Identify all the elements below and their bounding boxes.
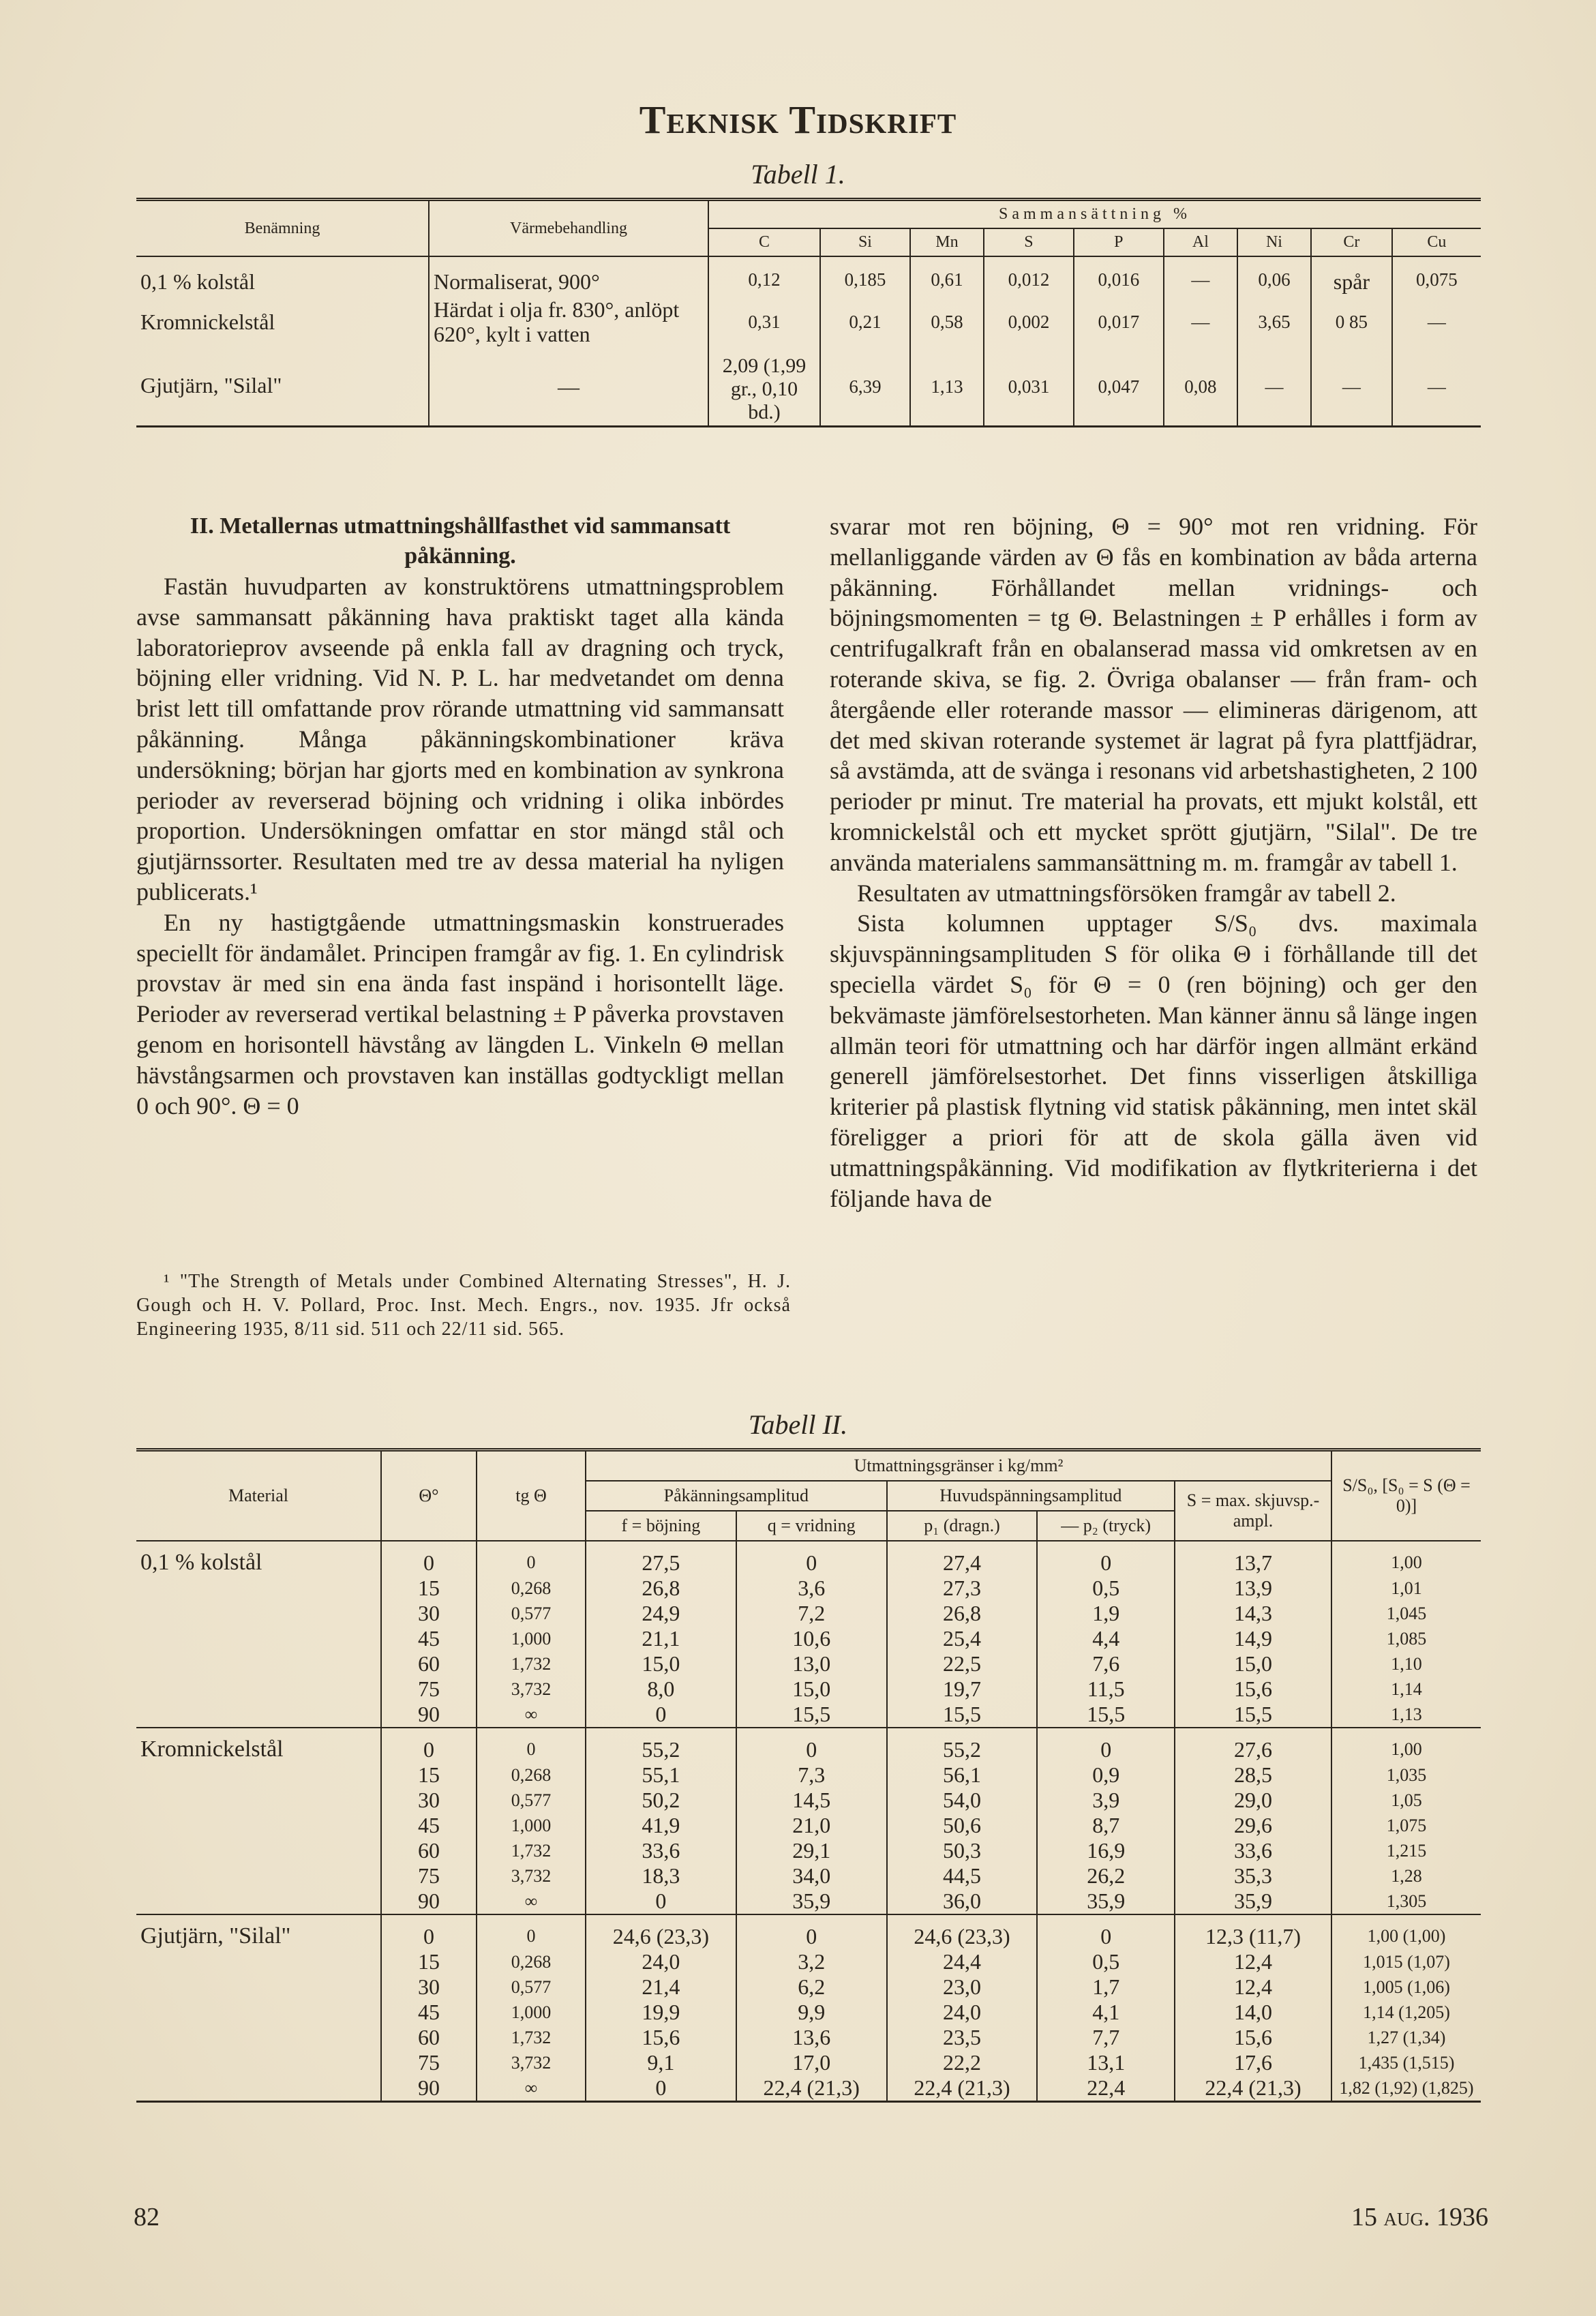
t2-header-p2: — p₂ (tryck) [1037, 1511, 1175, 1541]
t1-name: 0,1 % kolstål [140, 269, 255, 294]
t2-cell: 90 [381, 1889, 477, 1914]
t2-body [136, 1541, 1481, 2102]
t2-header-ratio: S/S₀, [S₀ = S (Θ = 0)] [1331, 1450, 1481, 1542]
t2-cell: 25,4 [887, 1626, 1038, 1651]
t2-cell: 23,5 [887, 2025, 1038, 2050]
t2-cell: 13,9 [1175, 1576, 1331, 1601]
t2-material [136, 2025, 381, 2050]
t2-header-stress-amp: Påkänningsamplitud [586, 1481, 887, 1511]
t2-header-q: q = vridning [736, 1511, 887, 1541]
t2-cell: 0,5 [1037, 1949, 1175, 1974]
t2-cell: 22,2 [887, 2050, 1038, 2075]
t1-cell: 0 85 [1311, 296, 1392, 348]
t2-cell: 18,3 [586, 1863, 736, 1889]
t2-cell: 55,2 [586, 1728, 736, 1762]
t2-cell: 90 [381, 2075, 477, 2102]
t2-row [136, 1576, 1481, 1601]
t1-el: Cu [1392, 228, 1481, 256]
t2-cell: 1,14 [1331, 1676, 1481, 1702]
t2-cell: 0,9 [1037, 1762, 1175, 1788]
t2-cell: 1,732 [477, 1838, 586, 1863]
t2-cell: 15,0 [586, 1651, 736, 1676]
t2-cell: 36,0 [887, 1889, 1038, 1914]
t2-material [136, 1702, 381, 1728]
t1-name: Gjutjärn, "Silal" [140, 372, 282, 397]
t2-header-theta: Θ° [381, 1450, 477, 1542]
t1-el: S [984, 228, 1074, 256]
t2-row [136, 2075, 1481, 2102]
t2-cell: 1,00 [1331, 1728, 1481, 1762]
t2-cell: 0 [586, 1702, 736, 1728]
t2-row [136, 1728, 1481, 1762]
t2-cell: 10,6 [736, 1626, 887, 1651]
t1-el: Ni [1237, 228, 1311, 256]
t2-cell: 35,9 [736, 1889, 887, 1914]
t1-row [136, 348, 1481, 427]
t2-cell: 1,00 (1,00) [1331, 1914, 1481, 1949]
t2-cell: 0 [477, 1914, 586, 1949]
t1-el: Cr [1311, 228, 1392, 256]
t2-cell: 1,27 (1,34) [1331, 2025, 1481, 2050]
t2-cell: 75 [381, 2050, 477, 2075]
t2-row [136, 1601, 1481, 1626]
t1-el: Al [1164, 228, 1237, 256]
t1-cell: — [1237, 348, 1311, 427]
t2-cell: 13,7 [1175, 1541, 1331, 1576]
table1 [136, 198, 1481, 427]
t2-cell: 60 [381, 1838, 477, 1863]
t2-cell: 22,4 (21,3) [1175, 2075, 1331, 2102]
t2-material [136, 1788, 381, 1813]
t2-header-limits: Utmattningsgränser i kg/mm² [586, 1450, 1331, 1482]
t2-cell: 41,9 [586, 1813, 736, 1838]
t1-el: Mn [910, 228, 984, 256]
t2-material [136, 2075, 381, 2102]
t2-cell: 1,14 (1,205) [1331, 2000, 1481, 2025]
t2-header-material: Material [136, 1450, 381, 1542]
t2-cell: 3,6 [736, 1576, 887, 1601]
t1-el: Si [820, 228, 910, 256]
t2-cell: 3,9 [1037, 1788, 1175, 1813]
t2-cell: 7,3 [736, 1762, 887, 1788]
t2-cell: 45 [381, 1626, 477, 1651]
t2-cell: 4,1 [1037, 2000, 1175, 2025]
t2-cell: 0,577 [477, 1788, 586, 1813]
t2-cell: 45 [381, 2000, 477, 2025]
t2-row [136, 1889, 1481, 1914]
t2-cell: 0 [1037, 1914, 1175, 1949]
t1-cell: 0,12 [708, 256, 820, 296]
t2-cell: 26,2 [1037, 1863, 1175, 1889]
t2-cell: 19,7 [887, 1676, 1038, 1702]
footnote-text: ¹ "The Strength of Metals under Combined Alternating Stresses", H. J. Gough och H. V. Pollard, Proc. Inst. Mech. Engrs., nov. 1935. Jfr också Engineering 1935, 8/11 sid. 511 och 22/11 sid. 565. [136, 1271, 791, 1340]
t2-cell: 14,3 [1175, 1601, 1331, 1626]
t2-cell: 1,045 [1331, 1601, 1481, 1626]
t1-cell: 0,002 [984, 296, 1074, 348]
t2-cell: 3,732 [477, 2050, 586, 2075]
t2-row [136, 1702, 1481, 1728]
t1-name: Kromnickelstål [140, 309, 275, 334]
t2-cell: 0,577 [477, 1974, 586, 2000]
t2-cell: 29,6 [1175, 1813, 1331, 1838]
t1-treatment: — [429, 348, 708, 427]
t2-cell: 13,1 [1037, 2050, 1175, 2075]
t2-cell: 15,6 [586, 2025, 736, 2050]
t2-material [136, 1576, 381, 1601]
t2-cell: 1,085 [1331, 1626, 1481, 1651]
t2-cell: 4,4 [1037, 1626, 1175, 1651]
t2-cell: 1,05 [1331, 1788, 1481, 1813]
t2-cell: 45 [381, 1813, 477, 1838]
t2-cell: 35,3 [1175, 1863, 1331, 1889]
t2-cell: 16,9 [1037, 1838, 1175, 1863]
t2-cell: 0 [586, 2075, 736, 2102]
t2-cell: 26,8 [586, 1576, 736, 1601]
t2-cell: 35,9 [1175, 1889, 1331, 1914]
t2-cell: 1,005 (1,06) [1331, 1974, 1481, 2000]
t2-cell: ∞ [477, 1889, 586, 1914]
t2-row [136, 1626, 1481, 1651]
t2-cell: 1,13 [1331, 1702, 1481, 1728]
t2-cell: 22,4 (21,3) [887, 2075, 1038, 2102]
t2-cell: 3,2 [736, 1949, 887, 1974]
t1-cell: — [1164, 256, 1237, 296]
t2-cell: 1,000 [477, 1626, 586, 1651]
t2-cell: 13,6 [736, 2025, 887, 2050]
t1-cell: spår [1311, 256, 1392, 296]
table2-caption: Tabell II. [748, 1409, 848, 1440]
t2-cell: 24,6 (23,3) [887, 1914, 1038, 1949]
t1-header-group: Sammansättning % [708, 200, 1481, 229]
t1-cell: 0,012 [984, 256, 1074, 296]
t2-cell: 22,4 [1037, 2075, 1175, 2102]
t2-row [136, 1541, 1481, 1576]
t1-cell: 6,39 [820, 348, 910, 427]
t1-cell: 0,016 [1074, 256, 1164, 296]
t2-header-tg: tg Θ [477, 1450, 586, 1542]
section-heading: II. Metallernas utmattningshållfasthet vid sammansatt påkänning. [190, 513, 731, 569]
t2-cell: 0 [477, 1728, 586, 1762]
t2-cell: 29,1 [736, 1838, 887, 1863]
t2-cell: 33,6 [586, 1838, 736, 1863]
t2-cell: 50,3 [887, 1838, 1038, 1863]
t2-material: Gjutjärn, "Silal" [136, 1914, 381, 1949]
t2-cell: 34,0 [736, 1863, 887, 1889]
t2-cell: 0,268 [477, 1949, 586, 1974]
t1-cell: 0,58 [910, 296, 984, 348]
t1-cell: — [1392, 296, 1481, 348]
t2-cell: 9,1 [586, 2050, 736, 2075]
t2-cell: 90 [381, 1702, 477, 1728]
t1-cell: 0,08 [1164, 348, 1237, 427]
t2-cell: 33,6 [1175, 1838, 1331, 1863]
t2-cell: 11,5 [1037, 1676, 1175, 1702]
t1-row [136, 296, 1481, 348]
t2-cell: 27,5 [586, 1541, 736, 1576]
t2-cell: 0 [736, 1541, 887, 1576]
t2-cell: 1,075 [1331, 1813, 1481, 1838]
t2-cell: 27,6 [1175, 1728, 1331, 1762]
t2-cell: 8,0 [586, 1676, 736, 1702]
t2-cell: 35,9 [1037, 1889, 1175, 1914]
t1-cell: 2,09 (1,99 gr., 0,10 bd.) [708, 348, 820, 427]
paragraph: Resultaten av utmattningsförsöken framgår av tabell 2. [857, 879, 1396, 907]
t2-cell: 1,305 [1331, 1889, 1481, 1914]
t2-cell: 24,0 [887, 2000, 1038, 2025]
t2-cell: 24,0 [586, 1949, 736, 1974]
t2-cell: 15,5 [1037, 1702, 1175, 1728]
t2-material [136, 2050, 381, 2075]
t2-cell: 9,9 [736, 2000, 887, 2025]
t2-cell: 8,7 [1037, 1813, 1175, 1838]
t2-cell: 1,01 [1331, 1576, 1481, 1601]
t2-cell: 19,9 [586, 2000, 736, 2025]
t1-row [136, 256, 1481, 296]
t2-cell: 1,10 [1331, 1651, 1481, 1676]
t2-cell: 0 [1037, 1541, 1175, 1576]
t1-cell: — [1164, 296, 1237, 348]
t2-material [136, 1601, 381, 1626]
t2-row [136, 1813, 1481, 1838]
t2-cell: 17,6 [1175, 2050, 1331, 2075]
t1-cell: — [1392, 348, 1481, 427]
t2-cell: 1,82 (1,92) (1,825) [1331, 2075, 1481, 2102]
t1-cell: 0,075 [1392, 256, 1481, 296]
t2-cell: 15,6 [1175, 2025, 1331, 2050]
paragraph: Sista kolumnen upptager S/S₀ dvs. maximala skjuvspänningsamplituden S för olika Θ i förhållande till det speciella värdet S₀ för Θ = 0 (ren böjning) och ger den bekvämaste jämförelsestorheten. Man känner ännu så länge ingen allmän teori för utmattning och har därför ingen allmänt erkänd generell jämförelsestorhet. Det finns visserligen åtskilliga kriterier på plastisk flytning vid statisk påkänning, men intet skäl föreligger a priori för att de skola gälla även vid utmattningspåkänning. Vid modifikation av flytkriterierna i det följande hava de [830, 909, 1477, 1212]
t2-cell: 15 [381, 1576, 477, 1601]
t2-material [136, 1949, 381, 1974]
t2-cell: 22,4 (21,3) [736, 2075, 887, 2102]
t2-cell: 55,2 [887, 1728, 1038, 1762]
t2-cell: 21,4 [586, 1974, 736, 2000]
paragraph: Fastän huvudparten av konstruktörens utmattningsproblem avse sammansatt påkänning hava praktiskt taget alla kända laboratorieprov avseende på enkla fall av dragning och tryck, böjning eller vridning. Vid N. P. L. har medvetandet om denna brist lett till omfattande prov rörande utmattning vid sammansatt påkänning. Många påkänningskombinationer kräva undersökning; början har gjorts med en kombination av synkrona perioder av reverserad böjning och vridning i olika inbördes proportion. Undersökningen omfattar en stor mängd stål och gjutjärnssorter. Resultaten med tre av dessa material ha nyligen publicerats.¹ [136, 573, 784, 905]
t2-cell: 15 [381, 1949, 477, 1974]
right-column [830, 511, 1477, 1214]
t2-cell: 15,5 [887, 1702, 1038, 1728]
t2-cell: 3,732 [477, 1676, 586, 1702]
t2-row [136, 1788, 1481, 1813]
t2-row [136, 1863, 1481, 1889]
t2-cell: 29,0 [1175, 1788, 1331, 1813]
t2-cell: 30 [381, 1974, 477, 2000]
t2-header-principal: Huvudspänningsamplitud [887, 1481, 1175, 1511]
t2-cell: 0,268 [477, 1762, 586, 1788]
t2-cell: 75 [381, 1676, 477, 1702]
t2-header-smax: S = max. skjuvsp.-ampl. [1175, 1481, 1331, 1541]
t1-header-treatment: Värmebehandling [429, 200, 708, 257]
t2-cell: 3,732 [477, 1863, 586, 1889]
t1-treatment: Normaliserat, 900° [429, 256, 708, 296]
t2-cell: 60 [381, 2025, 477, 2050]
t2-cell: 15,0 [736, 1676, 887, 1702]
t2-cell: 12,3 (11,7) [1175, 1914, 1331, 1949]
left-column [136, 511, 784, 1121]
t2-cell: 24,9 [586, 1601, 736, 1626]
t2-cell: 7,6 [1037, 1651, 1175, 1676]
t2-material [136, 1863, 381, 1889]
t2-cell: 0 [477, 1541, 586, 1576]
t2-cell: 28,5 [1175, 1762, 1331, 1788]
t2-cell: 1,000 [477, 2000, 586, 2025]
t1-cell: 0,21 [820, 296, 910, 348]
t1-cell: 1,13 [910, 348, 984, 427]
t2-row [136, 1651, 1481, 1676]
t2-cell: 17,0 [736, 2050, 887, 2075]
t2-header-f: f = böjning [586, 1511, 736, 1541]
t2-cell: 0 [381, 1541, 477, 1576]
t2-cell: 55,1 [586, 1762, 736, 1788]
t2-cell: 1,215 [1331, 1838, 1481, 1863]
t2-cell: 75 [381, 1863, 477, 1889]
t2-cell: 7,2 [736, 1601, 887, 1626]
t2-cell: 12,4 [1175, 1949, 1331, 1974]
t2-material [136, 2000, 381, 2025]
t2-cell: 50,2 [586, 1788, 736, 1813]
t2-cell: 12,4 [1175, 1974, 1331, 2000]
t2-row [136, 1676, 1481, 1702]
t2-cell: 13,0 [736, 1651, 887, 1676]
t1-cell: 3,65 [1237, 296, 1311, 348]
t2-cell: 1,9 [1037, 1601, 1175, 1626]
t2-cell: 0,5 [1037, 1576, 1175, 1601]
t2-material [136, 1762, 381, 1788]
t2-cell: 1,28 [1331, 1863, 1481, 1889]
t2-cell: 14,5 [736, 1788, 887, 1813]
t1-cell: 0,61 [910, 256, 984, 296]
t2-cell: 24,6 (23,3) [586, 1914, 736, 1949]
t2-cell: 0,268 [477, 1576, 586, 1601]
t2-material: 0,1 % kolstål [140, 1550, 262, 1575]
t2-row [136, 1974, 1481, 2000]
paragraph: En ny hastigtgående utmattningsmaskin konstruerades speciellt för ändamålet. Principen framgår av fig. 1. En cylindrisk provstav är med sin ena ända fast inspänd i horisontellt läge. Perioder av reverserad vertikal belastning ± P påverka provstaven genom en horisontell hävstång av längden L. Vinkeln Θ mellan hävstångsarmen och provstaven kan inställas godtyckligt mellan 0 och 90°. Θ = 0 [136, 908, 784, 1119]
t1-cell: 0,047 [1074, 348, 1164, 427]
t1-cell: — [1311, 348, 1392, 427]
t2-cell: 1,015 (1,07) [1331, 1949, 1481, 1974]
t2-material [136, 1676, 381, 1702]
t2-cell: 15,0 [1175, 1651, 1331, 1676]
t2-row [136, 2050, 1481, 2075]
t1-cell: 0,031 [984, 348, 1074, 427]
t2-cell: 0 [1037, 1728, 1175, 1762]
t2-row [136, 1762, 1481, 1788]
t2-cell: 50,6 [887, 1813, 1038, 1838]
t2-cell: 14,0 [1175, 2000, 1331, 2025]
issue-date: 15 aug. 1936 [1351, 2203, 1488, 2231]
t2-cell: 44,5 [887, 1863, 1038, 1889]
t1-header-name: Benämning [136, 200, 429, 257]
t2-cell: 24,4 [887, 1949, 1038, 1974]
t2-row [136, 1949, 1481, 1974]
t2-cell: 7,7 [1037, 2025, 1175, 2050]
t2-cell: 15,6 [1175, 1676, 1331, 1702]
t2-material [136, 1838, 381, 1863]
t2-material [136, 1974, 381, 2000]
t2-material [136, 1651, 381, 1676]
t2-row [136, 2025, 1481, 2050]
t2-row [136, 1914, 1481, 1949]
t2-cell: 27,3 [887, 1576, 1038, 1601]
t2-cell: 60 [381, 1651, 477, 1676]
t1-cell: 0,185 [820, 256, 910, 296]
t2-cell: 21,0 [736, 1813, 887, 1838]
t2-cell: ∞ [477, 1702, 586, 1728]
t2-cell: 1,435 (1,515) [1331, 2050, 1481, 2075]
t1-el: P [1074, 228, 1164, 256]
t1-el: C [708, 228, 820, 256]
t2-cell: 1,000 [477, 1813, 586, 1838]
t2-cell: 0 [381, 1914, 477, 1949]
t2-cell: 54,0 [887, 1788, 1038, 1813]
table2 [136, 1448, 1481, 2103]
t2-cell: 27,4 [887, 1541, 1038, 1576]
t2-cell: 15 [381, 1762, 477, 1788]
page-number: 82 [134, 2203, 160, 2231]
t2-cell: 1,732 [477, 1651, 586, 1676]
t2-cell: 0 [381, 1728, 477, 1762]
t2-material [136, 1889, 381, 1914]
t2-cell: 21,1 [586, 1626, 736, 1651]
t2-cell: 22,5 [887, 1651, 1038, 1676]
paragraph: svarar mot ren böjning, Θ = 90° mot ren vridning. För mellanliggande värden av Θ fås en kombination av båda arterna påkänning. Förhållandet mellan vridnings- och böjningsmomenten = tg Θ. Belastningen ± P erhålles i form av centrifugalkraft från en obalanserad massa vid omkretsen av en roterande skiva, se fig. 2. Övriga obalanser — från fram- och återgående eller roterande massor — elimineras därigenom, att det med skivan roterande systemet är lagrat på fyra plattfjädrar, så avstämda, att de svänga i resonans vid arbetshastigheten, 2 100 perioder pr minut. Tre material ha provats, ett mjukt kolstål, ett kromnickelstål och ett mycket sprött gjutjärn, "Silal". De tre använda materialens sammansättning m. m. framgår av tabell 1. [830, 513, 1477, 876]
t2-cell: 0 [736, 1728, 887, 1762]
t2-cell: 30 [381, 1601, 477, 1626]
t2-cell: 0 [736, 1914, 887, 1949]
t2-material [136, 1813, 381, 1838]
t2-cell: 56,1 [887, 1762, 1038, 1788]
footnote [136, 1269, 791, 1341]
t1-cell: 0,017 [1074, 296, 1164, 348]
t2-cell: 0,577 [477, 1601, 586, 1626]
t2-cell: 15,5 [1175, 1702, 1331, 1728]
t2-cell: 1,035 [1331, 1762, 1481, 1788]
t2-row [136, 2000, 1481, 2025]
t2-cell: 6,2 [736, 1974, 887, 2000]
t2-cell: 1,7 [1037, 1974, 1175, 2000]
t2-material: Kromnickelstål [136, 1728, 381, 1762]
t1-cell: 0,06 [1237, 256, 1311, 296]
table1-caption: Tabell 1. [751, 159, 845, 190]
t2-row [136, 1838, 1481, 1863]
t2-cell: 14,9 [1175, 1626, 1331, 1651]
t2-cell: 30 [381, 1788, 477, 1813]
t1-cell: 0,31 [708, 296, 820, 348]
masthead: Teknisk Tidskrift [639, 97, 957, 142]
t2-cell: 1,00 [1331, 1541, 1481, 1576]
t2-cell: 26,8 [887, 1601, 1038, 1626]
t2-cell: 23,0 [887, 1974, 1038, 2000]
t1-treatment: Härdat i olja fr. 830°, anlöpt 620°, kylt i vatten [429, 296, 708, 348]
t2-cell: ∞ [477, 2075, 586, 2102]
t2-cell: 1,732 [477, 2025, 586, 2050]
t2-material [136, 1626, 381, 1651]
t2-header-p1: p₁ (dragn.) [887, 1511, 1038, 1541]
t2-cell: 0 [586, 1889, 736, 1914]
t2-cell: 15,5 [736, 1702, 887, 1728]
